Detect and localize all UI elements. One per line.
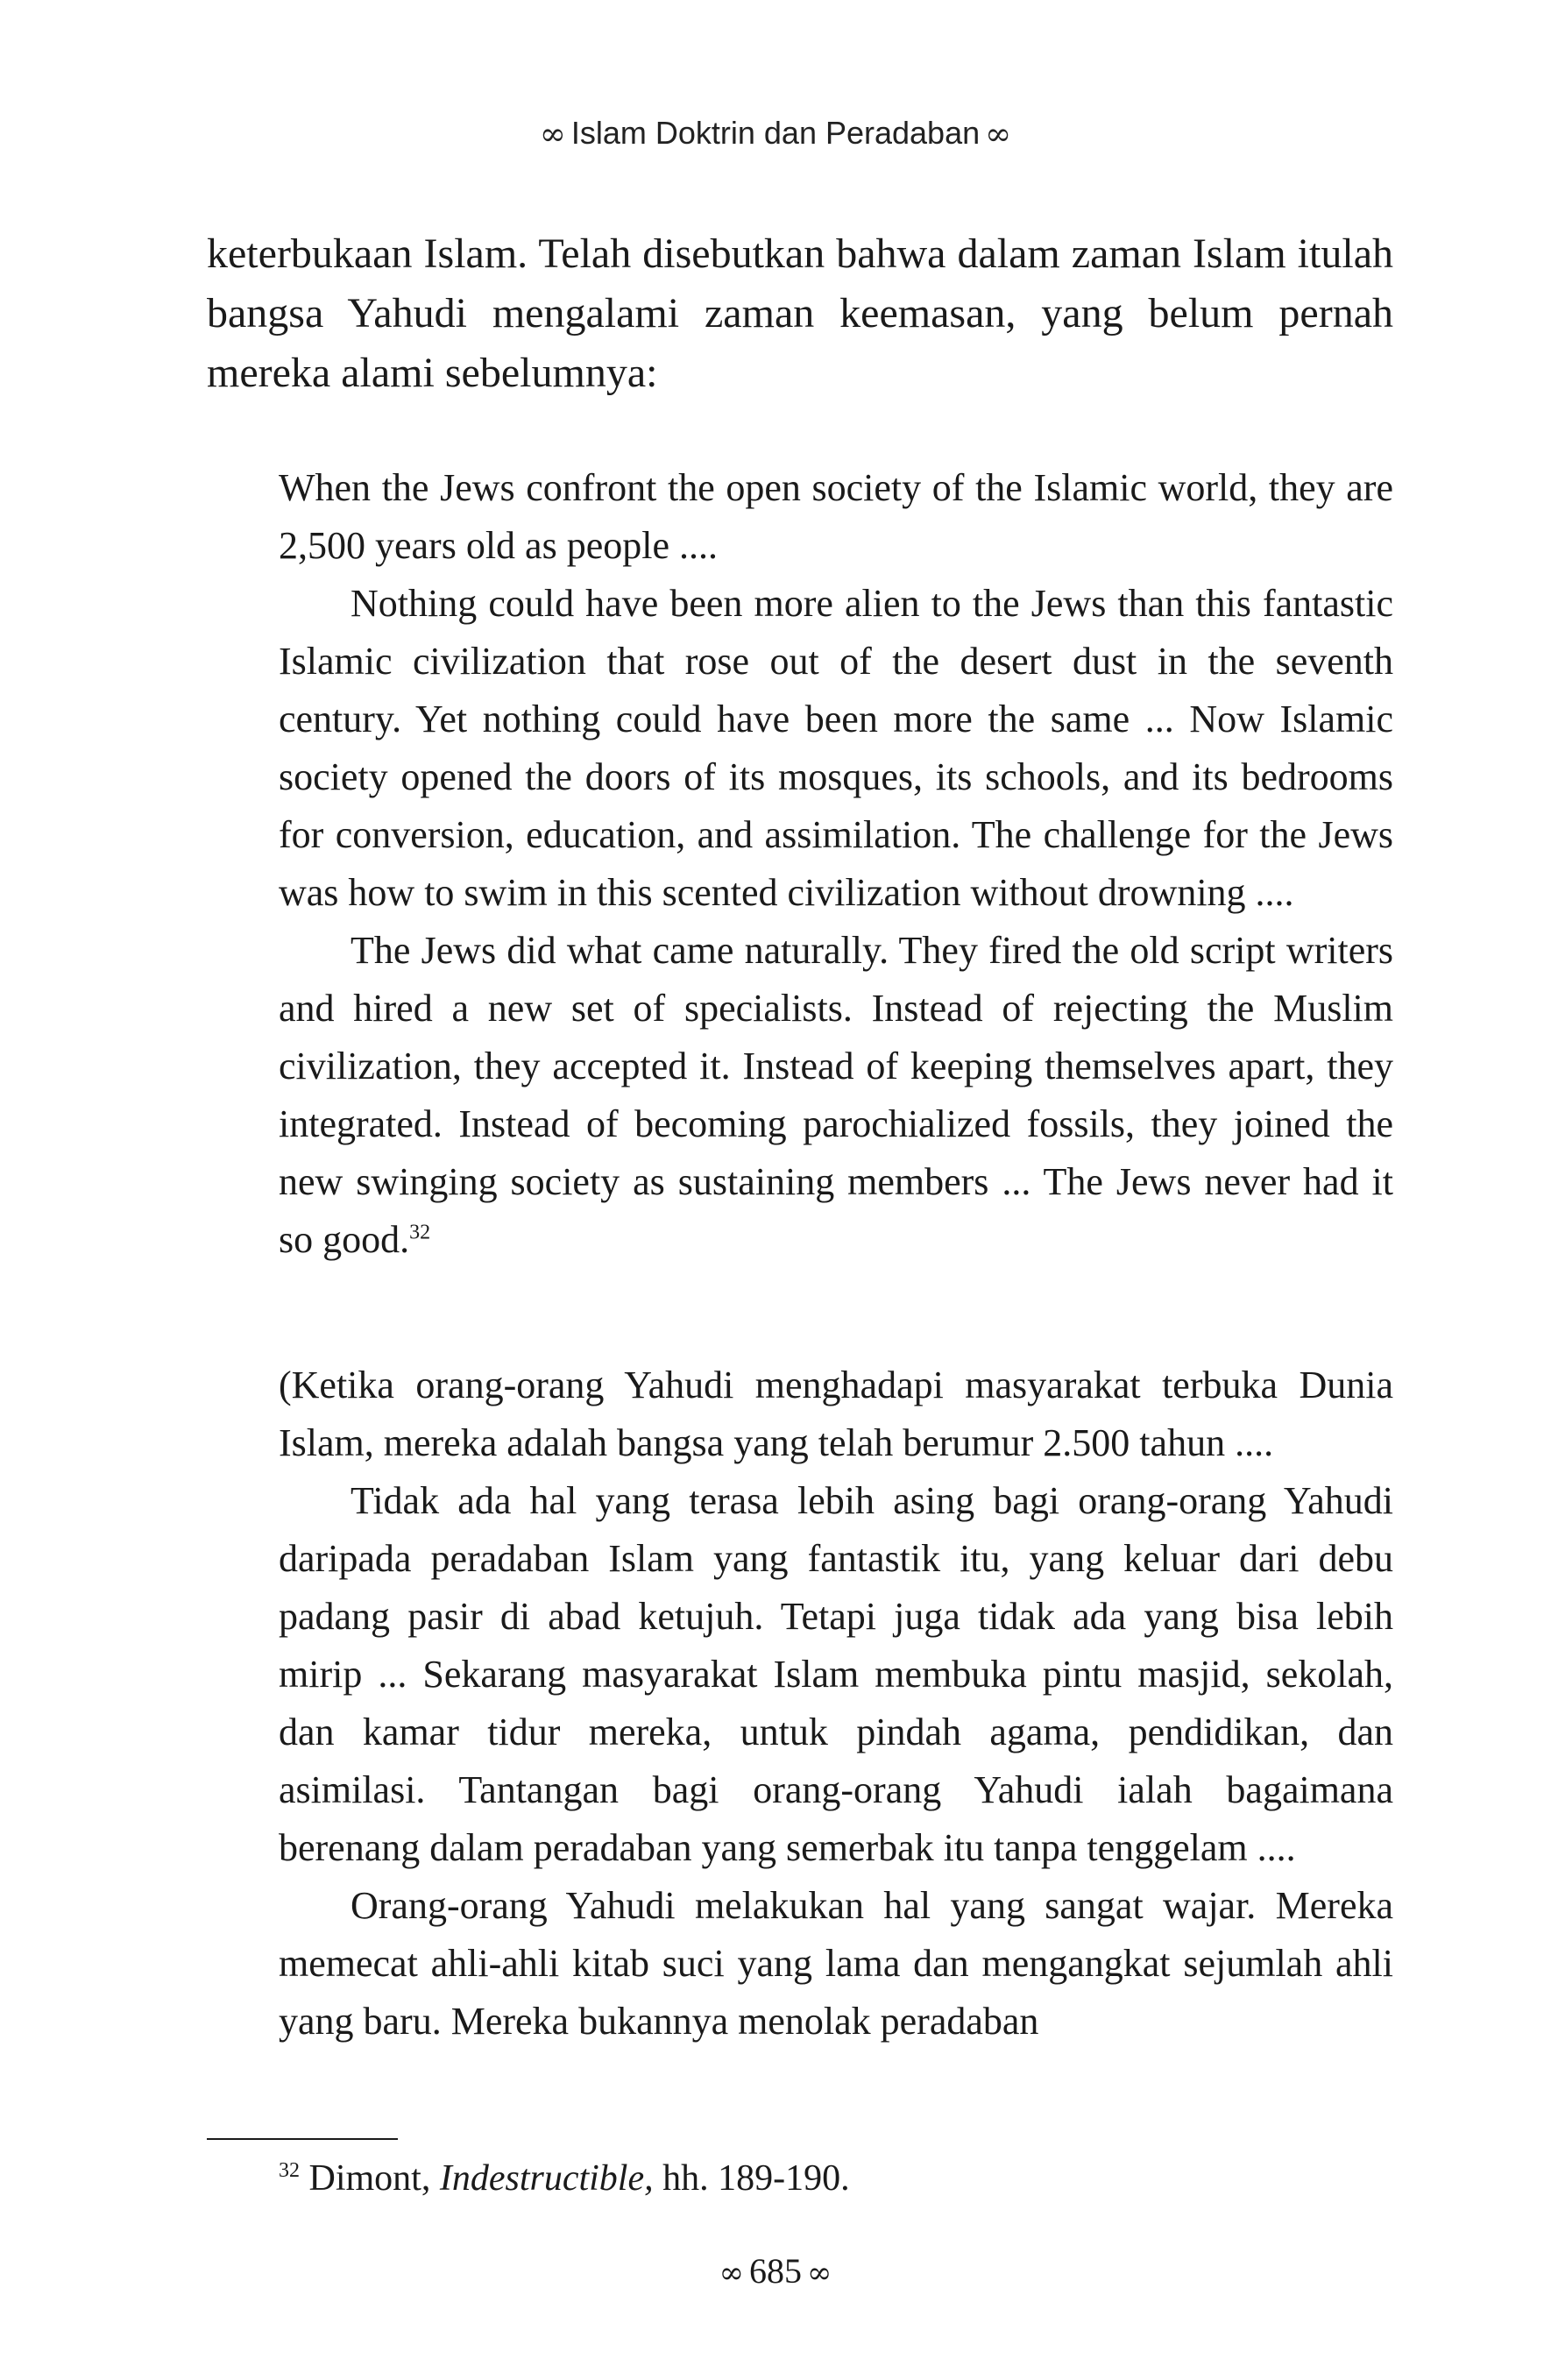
- footnote-divider: [207, 2138, 398, 2140]
- intro-paragraph: keterbukaan Islam. Telah disebutkan bahwa dalam zaman Islam itulah bangsa Yahudi mengalami zaman keemasan, yang belum pernah mereka alami sebelumnya:: [207, 230, 1393, 396]
- footnote-reference: 32: [409, 1221, 431, 1244]
- footnote-pages: hh. 189-190.: [662, 2158, 850, 2199]
- page-number: 685: [749, 2251, 802, 2291]
- indonesian-paragraph-2: Tidak ada hal yang terasa lebih asing bagi orang-orang Yahudi daripada peradaban Islam yang fantastik itu, yang keluar dari debu padang pasir di abad ketujuh. Tetapi juga tidak ada yang bisa lebih mirip ... Sekarang masyarakat Islam membuka pintu masjid, sekolah, dan kamar tidur mereka, untuk pindah agama, pendidikan, dan asimilasi. Tantangan bagi orang-orang Yahudi ialah bagaimana berenang dalam peradaban yang semerbak itu tanpa tenggelam ....: [279, 1479, 1393, 1869]
- page-footer: [0, 2249, 1551, 2296]
- book-title: Islam Doktrin dan Peradaban: [570, 115, 981, 151]
- english-quote-block: [279, 459, 1393, 1269]
- footer-ornament-left-icon: ∞: [719, 2256, 744, 2291]
- footnote-author: Dimont,: [308, 2158, 431, 2199]
- footer-ornament-right-icon: ∞: [807, 2256, 832, 2291]
- footnote: [279, 2152, 1393, 2205]
- running-head: [0, 112, 1551, 156]
- indonesian-paragraph-3: Orang-orang Yahudi melakukan hal yang sangat wajar. Mereka memecat ahli-ahli kitab suci yang lama dan mengangkat sejumlah ahli yang baru. Mereka bukannya menolak peradaban: [279, 1884, 1393, 2043]
- english-quote-paragraph-1: When the Jews confront the open society of the Islamic world, they are 2,500 years old as people ....: [279, 466, 1393, 567]
- ornament-left-icon: ∞: [539, 117, 566, 153]
- footnote-title: Indestructible,: [439, 2158, 654, 2199]
- footnote-number: 32: [279, 2159, 300, 2182]
- english-quote-paragraph-2: Nothing could have been more alien to the Jews than this fantastic Islamic civilization that rose out of the desert dust in the seventh century. Yet nothing could have been more the same ... Now Islamic society opened the doors of its mosques, its schools, and its bedrooms for conversion, education, and assimilation. The challenge for the Jews was how to swim in this scented civilization without drowning ....: [279, 582, 1393, 914]
- ornament-right-icon: ∞: [985, 117, 1012, 153]
- indonesian-paragraph-1: (Ketika orang-orang Yahudi menghadapi masyarakat terbuka Dunia Islam, mereka adalah bangsa yang telah berumur 2.500 tahun ....: [279, 1364, 1393, 1464]
- english-quote-paragraph-3-text: The Jews did what came naturally. They fired the old script writers and hired a new set of specialists. Instead of rejecting the Muslim civilization, they accepted it. Instead of keeping themselves apart, they integrated. Instead of becoming parochialized fossils, they joined the new swinging society as sustaining members ... The Jews never had it so good.: [279, 929, 1393, 1261]
- indonesian-translation-block: [279, 1356, 1393, 2051]
- english-quote-paragraph-3: [279, 922, 1393, 1269]
